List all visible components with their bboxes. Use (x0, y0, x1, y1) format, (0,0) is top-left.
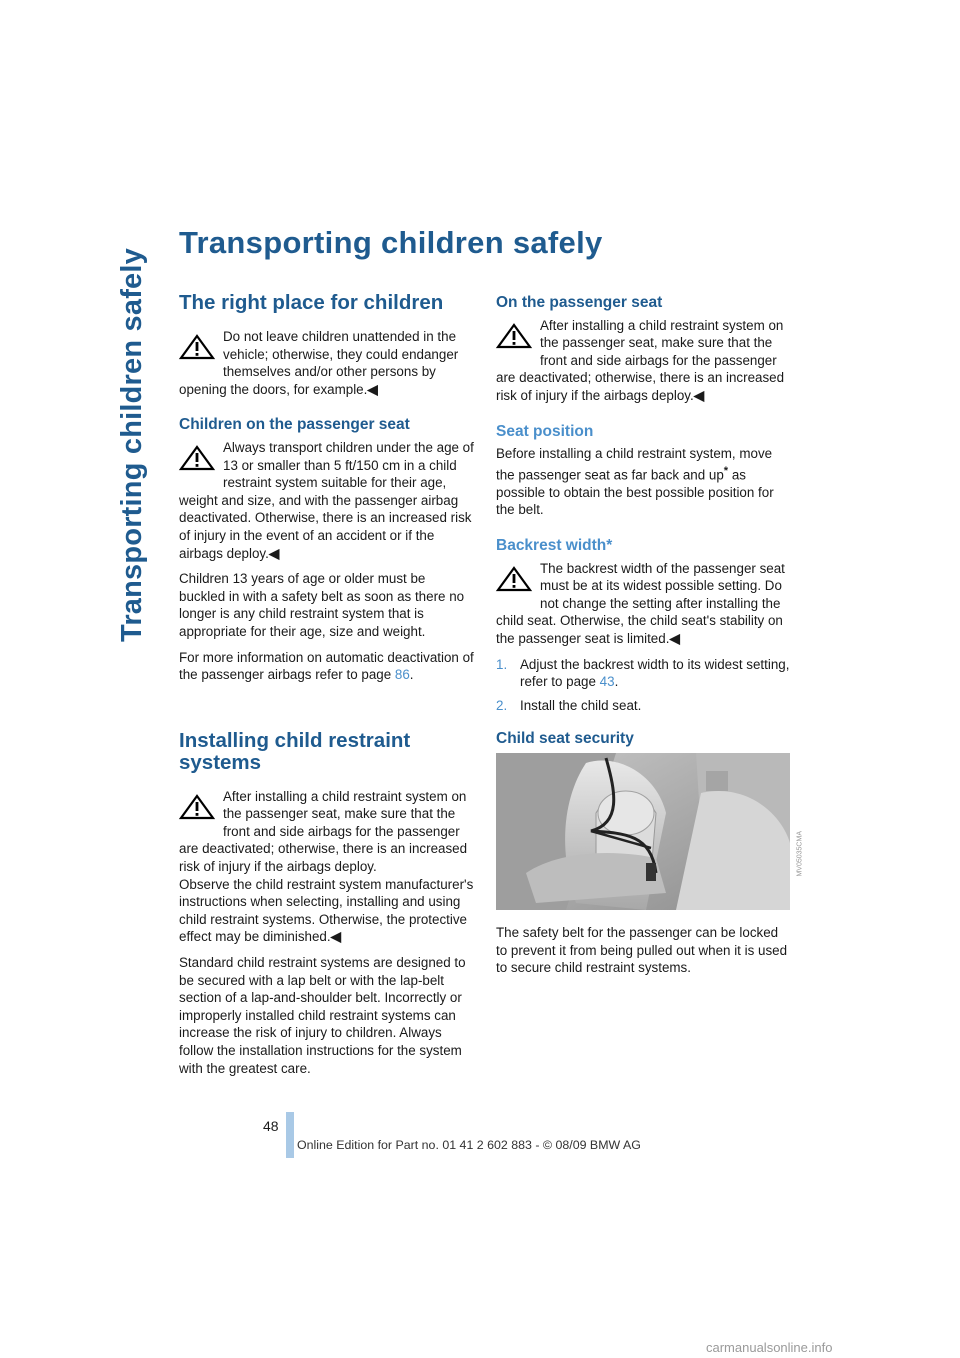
list-text: Adjust the backrest width to its widest setting, refer to page (520, 656, 790, 690)
warning-block (179, 788, 474, 946)
warning-block (496, 560, 791, 648)
heading-child-seat-security: Child seat security (496, 730, 634, 748)
warning-block (179, 328, 474, 398)
paragraph (496, 445, 791, 519)
right-column (496, 292, 804, 985)
footer-bar (286, 1112, 294, 1158)
list-text: . (614, 674, 619, 690)
step-list (496, 656, 791, 715)
optional-equipment-star: * (723, 464, 729, 477)
heading-backrest-width: Backrest width* (496, 537, 613, 554)
end-mark: ◀ (367, 381, 378, 397)
paragraph: The safety belt for the passenger can be locked to prevent it from being pulled out when it is used to secure child restraint systems. (496, 924, 788, 976)
paragraph: Standard child restraint systems are designed to be secured with a lap belt or with the lap-belt section of a lap-and-shoulder belt. Incorrectly or improperly installed child restraint systems can increase the risk of injury to children. Always follow the installation instructions for the system with the greatest care. (179, 955, 466, 1076)
end-mark: ◀ (669, 630, 680, 646)
child-seat-photo (496, 753, 804, 910)
heading-installing: Installing child restraint systems (179, 728, 411, 774)
warning-text: Always transport children under the age of 13 or smaller than 5 ft/150 cm in a child restraint system suitable for their age, weight and size, and with the passenger airbag deactivated. Otherwise, there is an increased risk of injury in the event of an accident or if the airbags deploy. (179, 439, 474, 561)
list-number: 1. (496, 656, 508, 672)
end-mark: ◀ (330, 929, 341, 945)
page-number: 48 (263, 1118, 279, 1134)
figure-code: MV05035CMA (797, 830, 804, 877)
heading-right-place: The right place for children (179, 291, 444, 314)
paragraph-text: For more information on automatic deactivation of the passenger airbags refer to page (179, 649, 474, 683)
heading-seat-position: Seat position (496, 422, 594, 440)
warning-triangle-icon (496, 566, 532, 592)
paragraph-text: . (409, 667, 414, 683)
list-item (496, 697, 791, 715)
warning-text: Observe the child restraint system manufacturer's instructions when selecting, installing and using child restraint systems. Otherwise, the protective effect may be diminished. (179, 876, 474, 945)
end-mark: ◀ (693, 387, 705, 403)
list-text: Install the child seat. (520, 697, 642, 713)
warning-text: After installing a child restraint system on the passenger seat, make sure that the front and side airbags for the passenger are deactivated; otherwise, there is an increased risk of injury if the airbags deploy. (496, 317, 785, 403)
warning-triangle-icon (179, 445, 215, 471)
warning-text: The backrest width of the passenger seat must be at its widest possible setting. Do not change the setting after installing the child seat. Otherwise, the child seat's stability on the passenger seat is limited. (496, 560, 785, 646)
warning-text: Do not leave children unattended in the vehicle; otherwise, they could endanger themselves and/or other persons by opening the doors, for example. (179, 329, 459, 397)
warning-triangle-icon (496, 323, 532, 349)
warning-block (496, 317, 791, 405)
sidebar-title (108, 230, 158, 650)
list-number: 2. (496, 697, 508, 713)
sidebar-title-text: Transporting children safely (116, 248, 148, 642)
warning-block (179, 439, 474, 562)
warning-triangle-icon (179, 794, 215, 820)
footer-text: Online Edition for Part no. 01 41 2 602 883 - © 08/09 BMW AG (297, 1138, 641, 1152)
list-item (496, 656, 791, 691)
heading-children-passenger: Children on the passenger seat (179, 416, 410, 434)
watermark: carmanualsonline.info (706, 1340, 833, 1355)
paragraph-text: Before installing a child restraint system, move the passenger seat as far back and up (496, 446, 773, 483)
car-seat-illustration (496, 753, 790, 910)
heading-on-passenger: On the passenger seat (496, 294, 663, 311)
end-mark: ◀ (268, 545, 280, 561)
paragraph: Children 13 years of age or older must be buckled in with a safety belt as soon as there no longer is any child restraint system that is appropriate for their age, size and weight. (179, 571, 465, 639)
page-link[interactable]: 43 (599, 674, 615, 690)
left-column (179, 292, 474, 1085)
warning-triangle-icon (179, 334, 215, 360)
paragraph (179, 649, 474, 684)
paragraph-text: as possible to obtain the best possible position for the belt. (496, 467, 774, 518)
page-title: Transporting children safely (179, 225, 603, 260)
page-link[interactable]: 86 (394, 667, 410, 683)
warning-text: After installing a child restraint system on the passenger seat, make sure that the front and side airbags for the passenger are deactivated; otherwise, there is an increased risk of injury if the airbags deploy. (179, 788, 468, 875)
